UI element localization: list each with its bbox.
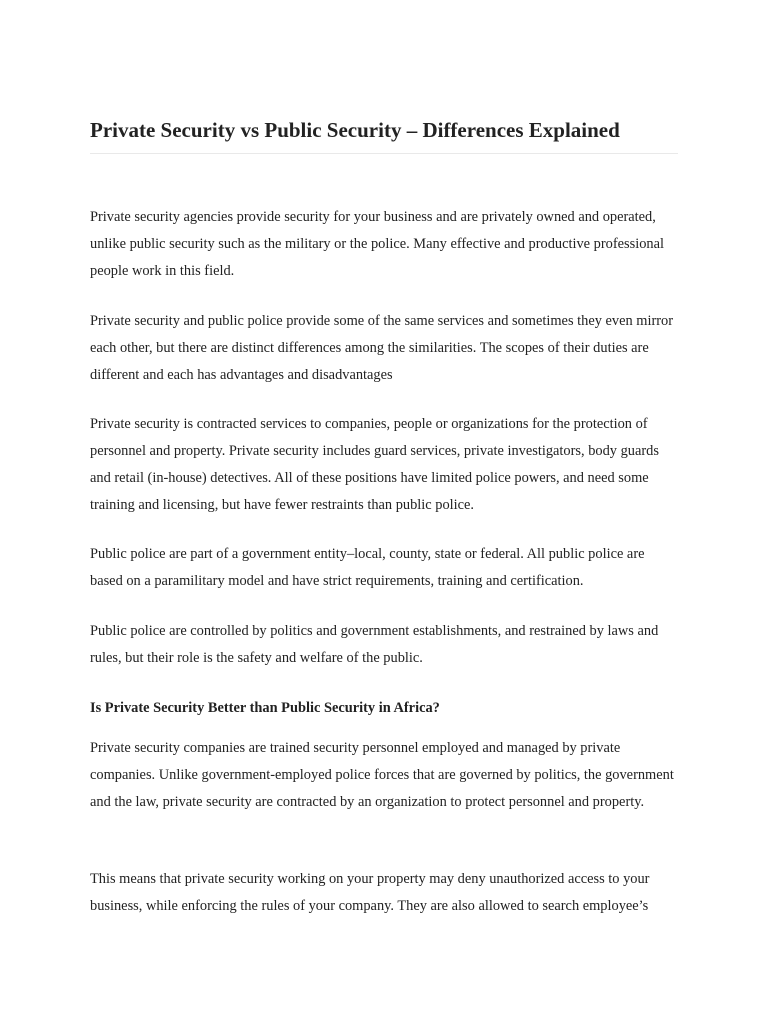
paragraph-public-police-definition: Public police are part of a government entity–local, county, state or federal. All public police are based on a paramilitary model and have strict requirements, training and certification. [90, 546, 645, 589]
title-divider [90, 153, 678, 154]
article-title: Private Security vs Public Security – Differences Explained [90, 118, 620, 142]
section-heading: Is Private Security Better than Public Security in Africa? [90, 700, 440, 716]
paragraph-private-companies: Private security companies are trained security personnel employed and managed by private companies. Unlike government-employed police forces that are governed by politics, the government and the law, private security are contracted by an organization to protect personnel and property. [90, 740, 674, 810]
paragraph-private-security-definition: Private security is contracted services to companies, people or organizations for the protection of personnel and property. Private security includes guard services, private investigators, body guards and retail (in-house) detectives. All of these positions have limited police powers, and need some training and licensing, but have fewer restraints than public police. [90, 416, 659, 513]
paragraph-public-police-control: Public police are controlled by politics and government establishments, and restrained by laws and rules, but their role is the safety and welfare of the public. [90, 623, 659, 666]
paragraph-access-rules: This means that private security working on your property may deny unauthorized access to your business, while enforcing the rules of your company. They are also allowed to search employee’s [90, 871, 650, 914]
paragraph-intro: Private security agencies provide security for your business and are privately owned and operated, unlike public security such as the military or the police. Many effective and productive professional people work in this field. [90, 209, 664, 279]
paragraph-comparison: Private security and public police provide some of the same services and sometimes they even mirror each other, but there are distinct differences among the similarities. The scopes of their duties are different and each has advantages and disadvantages [90, 313, 674, 383]
